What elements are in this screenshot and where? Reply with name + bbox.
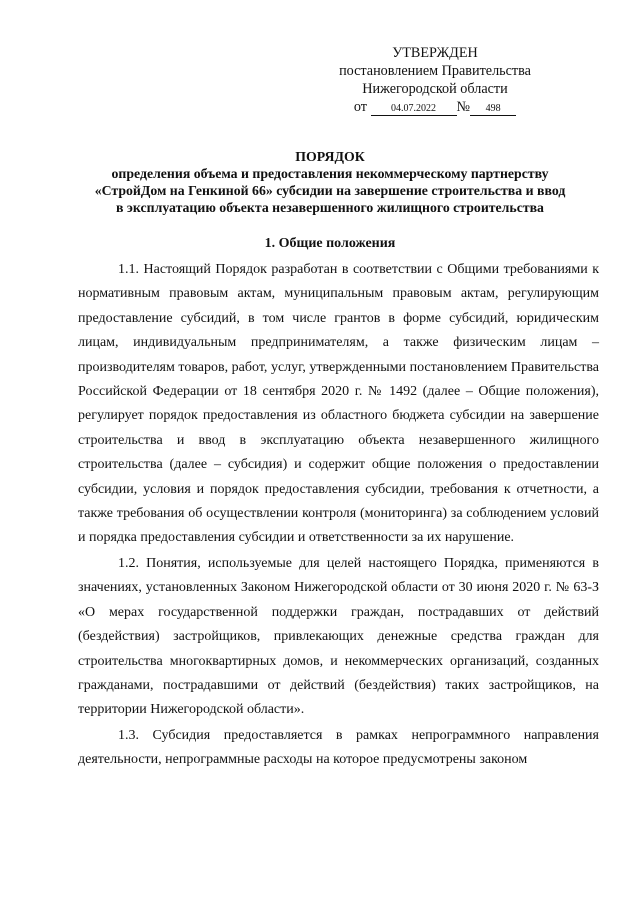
title-heading: ПОРЯДОК	[295, 149, 365, 164]
approval-date: 04.07.2022	[371, 102, 457, 116]
paragraph-1-3: 1.3. Субсидия предоставляется в рамках непрограммного направления деятельности, непрограммные расходы на которое предусмотрены законом	[78, 727, 599, 768]
document-title	[60, 148, 600, 216]
approval-date-line	[320, 98, 550, 116]
approval-stamp: УТВЕРЖДЕН	[392, 45, 478, 61]
approval-date-prefix: от	[353, 99, 367, 115]
title-line-2: «СтройДом на Генкиной 66» субсидии на завершение строительства и ввод	[94, 183, 566, 198]
document-body	[78, 258, 599, 773]
paragraph-1-2: 1.2. Понятия, используемые для целей настоящего Порядка, применяются в значениях, установленных Законом Нижегородской области от 30 июня 2020 г. № 63-З «О мерах государственной поддержки граждан, пострадавших от действий (бездействия) застройщиков, привлекающих денежные средства граждан для строительства многоквартирных домов, и некоммерческих организаций, созданных гражданами, пострадавшими от действий (бездействия) таких застройщиков, на территории Нижегородской области».	[78, 555, 599, 718]
title-line-3: в эксплуатацию объекта незавершенного жилищного строительства	[116, 200, 544, 215]
approval-line-2: Нижегородской области	[362, 81, 508, 97]
approval-line-1: постановлением Правительства	[339, 63, 531, 79]
approval-number-sign: №	[456, 99, 471, 115]
approval-number: 498	[470, 102, 516, 116]
section-heading: 1. Общие положения	[264, 236, 396, 251]
paragraph-1-1: 1.1. Настоящий Порядок разработан в соответствии с Общими требованиями к нормативным правовым актам, муниципальным правовым актам, регулирующим предоставление субсидий, в том числе грантов в форме субсидий, юридическим лицам, индивидуальным предпринимателям, а также физическим лицам – производителям товаров, работ, услуг, утвержденными постановлением Правительства Российской Федерации от 18 сентября 2020 г. № 1492 (далее – Общие положения), регулирует порядок предоставления из областного бюджета субсидии на завершение строительства и ввод в эксплуатацию объекта незавершенного жилищного строительства (далее – субсидия) и содержит общие положения о предоставлении субсидии, условия и порядок предоставления субсидии, требования к отчетности, а также требования об осуществлении контроля (мониторинга) за соблюдением условий и порядка предоставления субсидии и ответственности за их нарушение.	[78, 262, 599, 546]
title-line-1: определения объема и предоставления некоммерческому партнерству	[111, 166, 549, 181]
approval-block	[320, 44, 550, 116]
